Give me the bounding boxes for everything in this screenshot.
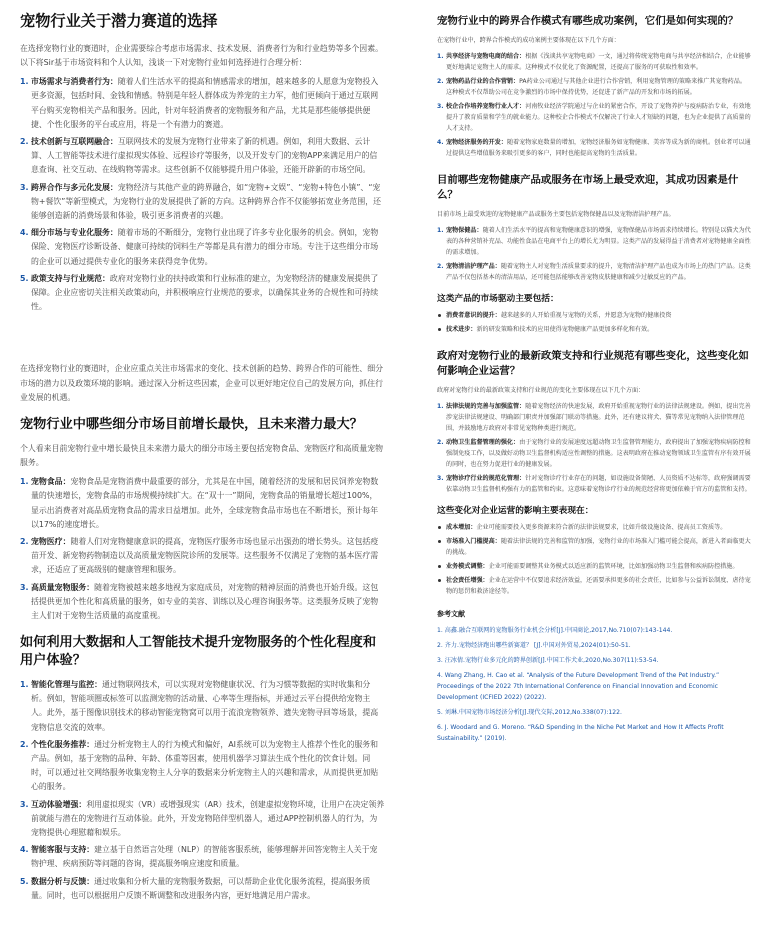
list-item bbox=[20, 75, 385, 132]
list-item bbox=[437, 437, 751, 470]
list-item-heading: 动物卫生监督管理的强化： bbox=[446, 438, 520, 446]
list-number: 3. bbox=[20, 182, 29, 192]
list-item bbox=[20, 678, 385, 735]
list-item-text: 通过物联网技术，可以实现对宠物健康状况、行为习惯等数据的实时收集和分析。例如，智能项圈或标签可以监测宠物的活动量、心率等生理指标，并通过云平台提供给宠物主人。此外，基于图像识别技术的移动智能宠物窝可以用于流浪宠物领养、遗失宠物寻回等场景，提高宠物信息交流的效率。 bbox=[31, 679, 379, 732]
list-item-text: 企业可能需要投入更多资源来符合新的法律法规要求，比如升级设施设备、提高员工资质等。 bbox=[476, 524, 727, 532]
list-item-text: 根据《浅谈共享宠物电商》一文，通过将传统宠物电商与共享经济相结合，企业能够更好地满足宠物主人的需求。这种模式不仅优化了资源配置，还提高了服务的可获取性和效率。 bbox=[446, 53, 751, 72]
list-item bbox=[20, 535, 385, 578]
list-item bbox=[437, 310, 751, 321]
list-item bbox=[437, 561, 751, 572]
list-item-text: 企业在运营中不仅要追求经济效益，还需要承担更多的社会责任，比如参与公益诉讼制度、虐待宠物的惩罚和救济途径等。 bbox=[446, 577, 751, 596]
list-item-text: 河南牧业经济学院通过与企业的紧密合作，开设了宠物养护与疫病防治专业，有效地提升了教育质量和学生的就业能力。这种校企合作模式不仅解决了行业人才短缺的问题，也为企业提供了高质量的人才支持。 bbox=[446, 103, 751, 133]
list-item-text: 随着宠物被越来越多地视为家庭成员，对宠物的精神层面的消费也开始升级。这包括提供更加个性化和高质量的服务，如专业的美容、训练以及心理咨询服务等。这类服务反映了宠物主人们对于宠物生活质量的高度重视。 bbox=[31, 582, 379, 621]
left-column bbox=[20, 12, 385, 906]
page-title: 宠物行业关于潜力赛道的选择 bbox=[20, 12, 218, 30]
list-item-heading: 业务模式调整： bbox=[446, 563, 489, 571]
reference-link[interactable]: 4. Wang Zhang, H. Cao et al. “Analysis of the Future Development Trend of the Pet Industry.” Proceedings of the 2022 7th International Conference on Financial Innovation and Economic Development (ICFIED 2022) (2022). bbox=[437, 672, 720, 702]
list-item-text: 通过收集和分析大量的宠物服务数据，可以帮助企业优化服务流程，提高服务质量。同时，也可以根据用户反馈不断调整和改进服务内容，更好地满足用户需求。 bbox=[31, 876, 371, 900]
list-number: 2. bbox=[437, 78, 444, 86]
list-item bbox=[437, 76, 751, 98]
list-item-text: 宠物食品是宠物消费中最重要的部分，尤其是在中国，随着经济的发展和居民饲养宠物数量的快速增长，宠物食品的市场规模持续扩大。在“双十一”期间，宠物食品的销量增长超过100%，显示出消费者对高品质宠物食品的需求日益增加。此外，全球宠物食品市场也在不断增长，预计每年以17%的速度增长。 bbox=[31, 477, 379, 529]
reference-link[interactable]: 2. 齐力.宠物经济跑出哪些新赛道？ [J].中国对外贸易,2024(01):50-51. bbox=[437, 642, 631, 650]
list-number: 1. bbox=[437, 53, 444, 61]
section-heading-segments: 宠物行业中哪些细分市场目前增长最快，且未来潜力最大？ bbox=[20, 417, 363, 433]
list-item bbox=[20, 738, 385, 795]
list-item bbox=[20, 581, 385, 624]
list-item-text: 通过分析宠物主人的行为模式和偏好，AI系统可以为宠物主人推荐个性化的服务和产品。例如，基于宠物的品种、年龄、体重等因素，使用机器学习算法生成个性化的饮食计划。同时，可以通过社交网络服务收集宠物主人分享的数据来分析宠物主人的兴趣和需求，从而提供更加贴心的服务。 bbox=[31, 739, 379, 792]
list-number: 4. bbox=[20, 845, 29, 855]
list-item-heading: 智能客服与支持： bbox=[31, 845, 95, 855]
segments-intro: 个人看来目前宠物行业中增长最快且未来潜力最大的细分市场主要包括宠物食品、宠物医疗和高质量宠物服务。 bbox=[20, 443, 383, 468]
list-item bbox=[20, 181, 385, 224]
list-item-heading: 宠物经济服务的开发： bbox=[446, 139, 507, 147]
crossover-intro: 在宠物行业中，跨界合作模式的成功案例主要体现在以下几个方面： bbox=[437, 37, 620, 45]
list-item bbox=[20, 475, 385, 532]
list-number: 1. bbox=[20, 77, 29, 87]
crossover-list bbox=[437, 51, 751, 159]
list-item-heading: 细分市场与专业化服务： bbox=[31, 228, 118, 238]
list-number: 4. bbox=[20, 228, 29, 238]
list-item-heading: 市场需求与消费者行为： bbox=[31, 77, 118, 87]
list-item-heading: 互动体验增强： bbox=[31, 799, 87, 809]
list-number: 2. bbox=[20, 739, 29, 749]
list-item-text: 随着市场的不断细分，宠物行业出现了许多专业化服务的机会。例如，宠物保险、宠物医疗诊断设备、健康可持续的饲料生产等都是具有潜力的细分市场。专注于这些细分市场的企业可以通过提供专业化的服务来获得竞争优势。 bbox=[31, 228, 379, 266]
list-number: 2. bbox=[437, 438, 444, 446]
subheading-drivers: 这类产品的市场驱动主要包括： bbox=[437, 294, 559, 305]
list-item-heading: 宠物医疗： bbox=[31, 537, 71, 547]
list-item-text: 越来越多的人开始重视与宠物的关系，并愿意为宠物的健康投资 bbox=[500, 312, 672, 320]
list-item bbox=[437, 101, 751, 134]
track-factors-list bbox=[20, 75, 385, 314]
policy-list bbox=[437, 401, 751, 495]
list-number: 3. bbox=[437, 474, 444, 482]
list-item bbox=[437, 522, 751, 533]
list-item-heading: 高质量宠物服务： bbox=[31, 582, 95, 592]
policy-intro: 政府对宠物行业的最新政策支持和行业规范的变化主要体现在以下几个方面： bbox=[437, 386, 645, 394]
list-item-text: 政府对宠物行业的扶持政策和行业标准的建立，为宠物经济的健康发展提供了保障。企业应密切关注相关政策动向，并积极响应行业规范的要求，以确保其业务的合规性和可持续性。 bbox=[31, 273, 379, 312]
list-number: 1. bbox=[20, 477, 29, 487]
list-number: 3. bbox=[20, 582, 29, 592]
ai-list bbox=[20, 678, 385, 903]
list-item-heading: 数据分析与反馈： bbox=[31, 876, 95, 886]
list-item bbox=[437, 536, 751, 558]
reference-link[interactable]: 5. 刘琳.中国宠物市场经济分析[J].现代交际,2012,No.338(07):122. bbox=[437, 709, 622, 717]
list-item-heading: 校企合作培养宠物行业人才： bbox=[446, 103, 526, 111]
health-intro: 目前市场上最受欢迎的宠物健康产品或服务主要包括宠物保健品以及宠物清洁护理产品。 bbox=[437, 211, 675, 219]
list-item-text: 互联网技术的发展为宠物行业带来了新的机遇。例如，利用大数据、云计算、人工智能等技术进行虚拟现实体验、远程诊疗等服务，以及开发专门的宠物APP来满足用户的信息查询、社交互动、在线购物等需求。这些创新不仅能够提升用户体验，还能开辟新的市场空间。 bbox=[31, 136, 378, 175]
list-number: 3. bbox=[20, 799, 29, 809]
list-item bbox=[20, 843, 385, 871]
section-heading-health: 目前哪些宠物健康产品或服务在市场上最受欢迎，其成功因素是什么？ bbox=[437, 174, 739, 201]
list-item-text: 随着人们生活水平的提高和宠物健康意识的增强，宠物保健品市场需求持续增长。特别是以猫犬为代表的各种营销补充品、功能性食品在电商平台上的增长尤为明显。这类产品的发展得益于消费者对宠物健康全面性的需求增加。 bbox=[446, 227, 751, 257]
section-heading-policy: 政府对宠物行业的最新政策支持和行业规范有哪些变化，这些变化如何影响企业运营？ bbox=[437, 350, 749, 377]
list-number: 1. bbox=[437, 402, 444, 410]
segments-list bbox=[20, 475, 385, 623]
list-item-text: 随着法律法规的完善和监管的加强，宠物行业的市场准入门槛可能会提高，新进入者面临更大的挑战。 bbox=[446, 538, 751, 557]
list-item bbox=[437, 225, 751, 258]
reference-link[interactable]: 3. 汪冰倩.宠物行业多元化的跨界创新[J].中国工作犬业,2020,No.307(11):53-54. bbox=[437, 657, 659, 665]
list-number: 3. bbox=[437, 103, 444, 111]
list-item-heading: 政策支持与行业规范： bbox=[31, 273, 110, 283]
list-item-heading: 智能化管理与监控： bbox=[31, 679, 103, 689]
list-item bbox=[437, 51, 751, 73]
impact-list bbox=[437, 522, 751, 597]
list-number: 2. bbox=[20, 136, 29, 146]
list-item-heading: 法律法规的完善与加强监管： bbox=[446, 402, 526, 410]
list-item-heading: 跨界合作与多元化发展： bbox=[31, 182, 118, 192]
list-item bbox=[437, 261, 751, 283]
list-item-text: 建立基于自然语言处理（NLP）的智能客服系统，能够理解并回答宠物主人关于宠物护理、疾病预防等问题的咨询，提高服务响应速度和质量。 bbox=[31, 845, 378, 869]
list-number: 5. bbox=[20, 876, 29, 886]
section-heading-ai: 如何利用大数据和人工智能技术提升宠物服务的个性化程度和用户体验？ bbox=[20, 635, 377, 669]
list-number: 5. bbox=[20, 273, 29, 283]
list-number: 1. bbox=[437, 227, 444, 235]
list-item-heading: 成本增加： bbox=[446, 524, 477, 532]
drivers-list bbox=[437, 310, 751, 335]
list-item-heading: 社会责任增强： bbox=[446, 577, 489, 585]
summary-paragraph: 在选择宠物行业的赛道时，企业应重点关注市场需求的变化、技术创新的趋势、跨界合作的可能性、细分市场的潜力以及政策环境的影响。通过深入分析这些因素，企业可以更好地定位自己的发展方向，抓住行业发展的机遇。 bbox=[20, 364, 383, 402]
list-item bbox=[437, 401, 751, 434]
list-item bbox=[437, 137, 751, 159]
list-item-text: 随着宠物经济的快速发展，政府开始重视宠物行业的法律法规建设。例如，提出完善涉宠法律法规建设、明确部门职责并加强部门联动等措施。此外，还有建议将犬、猫等常见宠物纳入法律管理范围，并鼓励地方政府对非常见宠物种类进行规范。 bbox=[446, 402, 751, 432]
subheading-impact: 这些变化对企业运营的影响主要表现在： bbox=[437, 505, 594, 516]
list-item bbox=[20, 135, 385, 178]
list-item-text: PA药业公司通过与其他企业进行合作营销，利用宠物管理的策略来推广其宠物药品。这种模式不仅帮助公司在竞争激烈的市场中保持优势，还促进了新产品的开发和市场的拓展。 bbox=[446, 78, 746, 97]
list-item bbox=[437, 575, 751, 597]
list-item bbox=[20, 226, 385, 269]
health-list bbox=[437, 225, 751, 283]
references-title: 参考文献 bbox=[437, 610, 465, 619]
list-item-text: 随着宠物主人对宠物生活质量要求的提升，宠物清洁护理产品也成为市场上的热门产品。这类产品不仅包括基本的清洁用品，还可能包括能够改善宠物皮肤健康和减少过敏反应的产品。 bbox=[446, 263, 751, 282]
list-item bbox=[437, 473, 751, 495]
reference-link[interactable]: 6. J. Woodard and G. Moreno. “R&D Spending In the Niche Pet Market and How It Affects Profit Sustainability.” (2019). bbox=[437, 724, 724, 743]
list-item-heading: 技术进步： bbox=[446, 326, 477, 334]
list-item-heading: 市场准入门槛提高： bbox=[446, 538, 501, 546]
right-column bbox=[437, 14, 751, 748]
reference-link[interactable]: 1. 高鑫.融合互联网的宠物服务行业机会分析[J].中国商论,2017,No.710(07):143-144. bbox=[437, 627, 673, 635]
list-item bbox=[20, 798, 385, 841]
list-item-heading: 宠物诊疗行业的规范化管理： bbox=[446, 474, 526, 482]
references-list bbox=[437, 625, 751, 744]
list-item bbox=[437, 324, 751, 335]
list-item-text: 利用虚拟现实（VR）或增强现实（AR）技术，创建虚拟宠物环境，让用户在决定领养前就能与潜在的宠物进行互动体验。此外，开发宠物陪伴型机器人，通过APP控制机器人的行为，为宠物提供心理慰藉和娱乐。 bbox=[31, 799, 385, 837]
list-item-text: 新的研发策略和技术的应用使得宠物健康产品更加多样化和有效。 bbox=[476, 326, 654, 334]
list-item-text: 宠物经济与其他产业的跨界融合，如“宠物+文娱”、“宠物+特色小镇”、“宠物+餐饮”等新型模式，为宠物行业的发展提供了新的方向。这种跨界合作不仅能够拓宽业务范围，还能够创造新的消费场景和体验，吸引更多消费者的兴趣。 bbox=[31, 182, 381, 220]
section-heading-crossover: 宠物行业中的跨界合作模式有哪些成功案例，它们是如何实现的？ bbox=[437, 15, 739, 27]
list-item-heading: 宠物药品行业的合作营销： bbox=[446, 78, 520, 86]
list-item-heading: 宠物清洁护理产品： bbox=[446, 263, 501, 271]
list-item-text: 随着人们对宠物健康意识的提高，宠物医疗服务市场也显示出强劲的增长势头。这包括疫苗开发、新宠物药物制造以及高质量宠物医院诊所的发展等。这些服务不仅满足了宠物的基本医疗需求，还适应了更高级别的健康管理和服务。 bbox=[31, 537, 379, 575]
intro-paragraph: 在选择宠物行业的赛道时，企业需要综合考虑市场需求、技术发展、消费者行为和行业趋势等多个因素。以下将Sir基于市场资料和个人认知，浅谈一下对宠物行业如何选择进行合理分析： bbox=[20, 43, 383, 67]
list-item bbox=[20, 875, 385, 903]
list-item-heading: 共享经济与宠物电商的结合： bbox=[446, 53, 526, 61]
list-item bbox=[20, 272, 385, 315]
list-item-heading: 宠物保健品： bbox=[446, 227, 483, 235]
list-item-heading: 消费者意识的提升： bbox=[446, 312, 501, 320]
list-item-text: 随着宠物家庭数量的增加，宠物经济服务如宠物健康、美容等成为新的商机。创业者可以通过提供这些增值服务来吸引更多的客户，同时也能提高宠物的生活质量。 bbox=[446, 139, 751, 158]
list-item-text: 针对宠物诊疗行业存在的问题，如设施设备简陋、人员资质不达标等，政府强调需要依靠动物卫生监督机构强有力的监管和约束。这意味着宠物诊疗行业的规范经营将更加依赖于官方的监管和支持。 bbox=[446, 474, 751, 493]
list-item-heading: 宠物食品： bbox=[31, 477, 71, 487]
list-number: 2. bbox=[20, 537, 29, 547]
list-number: 4. bbox=[437, 139, 444, 147]
list-item-text: 随着人们生活水平的提高和情感需求的增加，越来越多的人愿意为宠物投入更多资源，包括时间、金钱和情感。特别是年轻人群体成为养宠的主力军，他们更倾向于通过互联网平台购买宠物相关产品和服务。因此，针对年轻消费者的宠物服务和产品，尤其是那些能够提供便捷、个性化服务的平台或应用，将是一个有潜力的赛道。 bbox=[31, 77, 379, 129]
list-item-text: 企业可能需要调整其业务模式以适应新的监管环境，比如加强动物卫生监督和疾病防控措施。 bbox=[488, 563, 739, 571]
list-number: 2. bbox=[437, 263, 444, 271]
list-item-heading: 个性化服务推荐： bbox=[31, 739, 95, 749]
list-number: 1. bbox=[20, 679, 29, 689]
list-item-heading: 技术创新与互联网融合： bbox=[31, 136, 118, 146]
list-item-text: 由于宠物行业的发展速度远超动物卫生监督管理能力，政府提出了加强宠物疾病防控和强制免疫工作，以及做好动物卫生监督机构适应性调整的措施。这表明政府在推动宠物领域卫生监管有序有效开展的同时，也在努力促进行业的健康发展。 bbox=[446, 438, 751, 468]
